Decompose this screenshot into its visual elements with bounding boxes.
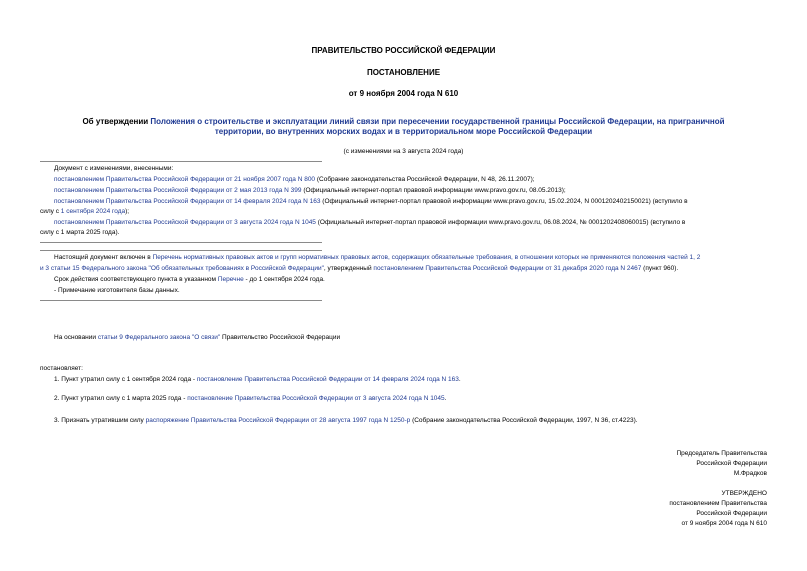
revision-note: (с изменениями на 3 августа 2024 года) <box>343 148 464 155</box>
divider-mid-1 <box>40 242 322 243</box>
point-3: 3. Признать утратившим силу распоряжение Правительства Российской Федерации от 28 августа 1997 года N 1250-р (Собрание законодательства Российской Федерации, 1997, N 36, ст.4223). <box>54 417 638 424</box>
note-line3: Срок действия соответствующего пункта в указанном Перечне - до 1 сентября 2024 года. <box>54 276 325 283</box>
approved-heading: УТВЕРЖДЕНО <box>721 490 767 497</box>
org-name: ПРАВИТЕЛЬСТВО РОССИЙСКОЙ ФЕДЕРАЦИИ <box>311 46 496 55</box>
change-item-1: постановлением Правительства Российской Федерации от 21 ноября 2007 года N 800 (Собрание законодательства Российской Федерации, N 48, 26.11.2007); <box>54 176 535 183</box>
signature-line2: Российской Федерации <box>696 460 767 467</box>
point-3-link[interactable]: распоряжение Правительства Российской Федерации от 28 августа 1997 года N 1250-р <box>145 417 411 424</box>
approved-line3: Российской Федерации <box>696 510 767 517</box>
change-item-3-cont: силу с 1 сентября 2024 года); <box>40 208 130 215</box>
note-law-link[interactable]: и 3 статьи 15 Федерального закона "Об обязательных требованиях в Российской Федерации" <box>40 265 324 272</box>
basis-line: На основании статьи 9 Федерального закона "О связи" Правительство Российской Федерации <box>54 334 341 341</box>
change-item-2: постановлением Правительства Российской Федерации от 2 мая 2013 года N 399 (Официальный интернет-портал правовой информации www.pravo.gov.ru, 08.05.2013); <box>54 187 566 194</box>
note-decree-link[interactable]: постановлением Правительства Российской Федерации от 31 декабря 2020 года N 2467 <box>373 265 642 272</box>
approved-line4: от 9 ноября 2004 года N 610 <box>681 520 767 527</box>
title-link-part2[interactable]: территории, во внутренних морских водах и в территориальном море Российской Федерации <box>214 127 593 136</box>
point-1: 1. Пункт утратил силу с 1 сентября 2024 года - постановление Правительства Российской Федерации от 14 февраля 2024 года N 163. <box>54 376 461 383</box>
note-line2: и 3 статьи 15 Федерального закона "Об обязательных требованиях в Российской Федерации", утвержденный постановлением Правительства Российской Федерации от 31 декабря 2020 года N 2467 (пункт 960). <box>40 265 679 272</box>
change-item-4-link[interactable]: постановлением Правительства Российской Федерации от 3 августа 2024 года N 1045 <box>54 219 316 226</box>
basis-law-link[interactable]: статьи 9 Федерального закона "О связи" <box>97 334 221 341</box>
signature-line1: Председатель Правительства <box>676 450 767 457</box>
doc-type: ПОСТАНОВЛЕНИЕ <box>366 68 441 77</box>
point-2: 2. Пункт утратил силу с 1 марта 2025 года - постановление Правительства Российской Федерации от 3 августа 2024 года N 1045. <box>54 395 447 402</box>
doc-title-line1 <box>0 117 807 127</box>
title-prefix: Об утверждении <box>82 117 151 126</box>
decree-word: постановляет: <box>40 365 83 372</box>
approved-line2: постановлением Правительства <box>669 500 767 507</box>
change-item-3: постановлением Правительства Российской Федерации от 14 февраля 2024 года N 163 (Официальный интернет-портал правовой информации www.pravo.gov.ru, 15.02.2024, N 0001202402150021) (вступило в <box>54 198 688 205</box>
changes-heading: Документ с изменениями, внесенными: <box>54 165 174 172</box>
point-2-link[interactable]: постановление Правительства Российской Федерации от 3 августа 2024 года N 1045 <box>187 395 445 402</box>
change-item-4-cont: силу с 1 марта 2025 года). <box>40 229 120 236</box>
change-item-2-link[interactable]: постановлением Правительства Российской Федерации от 2 мая 2013 года N 399 <box>54 187 302 194</box>
change-item-4: постановлением Правительства Российской Федерации от 3 августа 2024 года N 1045 (Официальный интернет-портал правовой информации www.pravo.gov.ru, 06.08.2024, № 0001202408060015) (вступило в <box>54 219 686 226</box>
change-item-3-date-link[interactable]: 1 сентября 2024 года <box>60 208 126 215</box>
note-line4: - Примечание изготовителя базы данных. <box>54 287 180 294</box>
divider-mid-2 <box>40 250 322 251</box>
change-item-3-link[interactable]: постановлением Правительства Российской Федерации от 14 февраля 2024 года N 163 <box>54 198 321 205</box>
point-1-link[interactable]: постановление Правительства Российской Федерации от 14 февраля 2024 года N 163 <box>196 376 459 383</box>
note-line1: Настоящий документ включен в Перечень нормативных правовых актов и групп нормативных правовых актов, содержащих обязательные требования, в отношении которых не применяются положения частей 1, 2 <box>54 254 701 261</box>
note-list-link[interactable]: Перечень нормативных правовых актов и групп нормативных правовых актов, содержащих обязательные требования, в отношении которых не применяются положения частей 1, 2 <box>152 254 701 261</box>
divider-bottom <box>40 300 322 301</box>
doc-date-number: от 9 ноября 2004 года N 610 <box>348 89 459 98</box>
signature-name: М.Фрадков <box>733 470 767 477</box>
title-link-part1[interactable]: Положения о строительстве и эксплуатации линий связи при пересечении государственной границы Российской Федерации, на приграничной <box>150 117 725 126</box>
note-perechen-link[interactable]: Перечне <box>217 276 244 283</box>
change-item-1-link[interactable]: постановлением Правительства Российской Федерации от 21 ноября 2007 года N 800 <box>54 176 316 183</box>
divider-top <box>40 161 322 162</box>
